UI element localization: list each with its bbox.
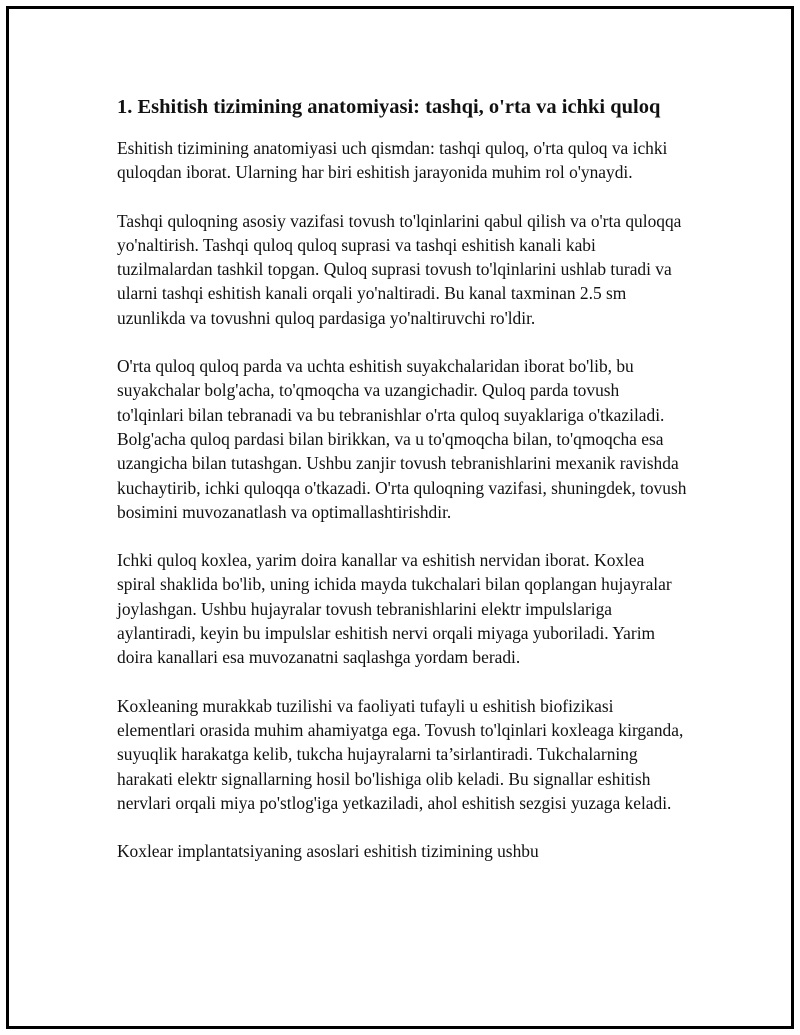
document-body: [117, 92, 687, 887]
paragraph-cochlea: Koxleaning murakkab tuzilishi va faoliyati tufayli u eshitish biofizikasi elementlari orasida muhim ahamiyatga ega. Tovush to'lqinlari koxleaga kirganda, suyuqlik harakatga kelib, tukcha hujayralarni ta’sirlantiradi. Tukchalarning harakati elektr signallarning hosil bo'lishiga olib keladi. Bu signallar eshitish nervlari orqali miya po'stlog'iga yetkaziladi, ahol eshitish sezgisi yuzaga keladi.: [117, 695, 684, 813]
paragraph-implant: Koxlear implantatsiyaning asoslari eshitish tizimining ushbu: [117, 841, 539, 862]
paragraph-intro: Eshitish tizimining anatomiyasi uch qismdan: tashqi quloq, o'rta quloq va ichki quloqdan iborat. Ularning har biri eshitish jarayonida muhim rol o'ynaydi.: [117, 138, 668, 183]
paragraph-outer-ear: Tashqi quloqning asosiy vazifasi tovush to'lqinlarini qabul qilish va o'rta quloqqa yo'naltirish. Tashqi quloq quloq suprasi va tashqi eshitish kanali kabi tuzilmalardan tashkil topgan. Quloq suprasi tovush to'lqinlarini ushlab turadi va ularni tashqi eshitish kanali orqali yo'naltiradi. Bu kanal taxminan 2.5 sm uzunlikda va tovushni quloq pardasiga yo'naltiruvchi ro'ldir.: [117, 210, 682, 328]
section-heading: 1. Eshitish tizimining anatomiyasi: tashqi, o'rta va ichki quloq: [117, 96, 661, 118]
paragraph-middle-ear: O'rta quloq quloq parda va uchta eshitish suyakchalaridan iborat bo'lib, bu suyakchalar bolg'acha, to'qmoqcha va uzangichadir. Quloq parda tovush to'lqinlari bilan tebranadi va bu tebranishlar o'rta quloq suyaklariga o'tkaziladi. Bolg'acha quloq pardasi bilan birikkan, va u to'qmoqcha bilan, to'qmoqcha esa uzangicha bilan tutashgan. Ushbu zanjir tovush tebranishlarini mexanik ravishda kuchaytirib, ichki quloqqa o'tkazadi. O'rta quloqning vazifasi, shuningdek, tovush bosimini muvozanatlash va optimallashtirishdir.: [117, 356, 687, 522]
paragraph-inner-ear: Ichki quloq koxlea, yarim doira kanallar va eshitish nervidan iborat. Koxlea spiral shaklida bo'lib, uning ichida mayda tukchalari bilan qoplangan hujayralar joylashgan. Ushbu hujayralar tovush tebranishlarini elektr impulslariga aylantiradi, keyin bu impulslar eshitish nervi orqali miyaga yuboriladi. Yarim doira kanallari esa muvozanatni saqlashga yordam beradi.: [117, 550, 672, 668]
